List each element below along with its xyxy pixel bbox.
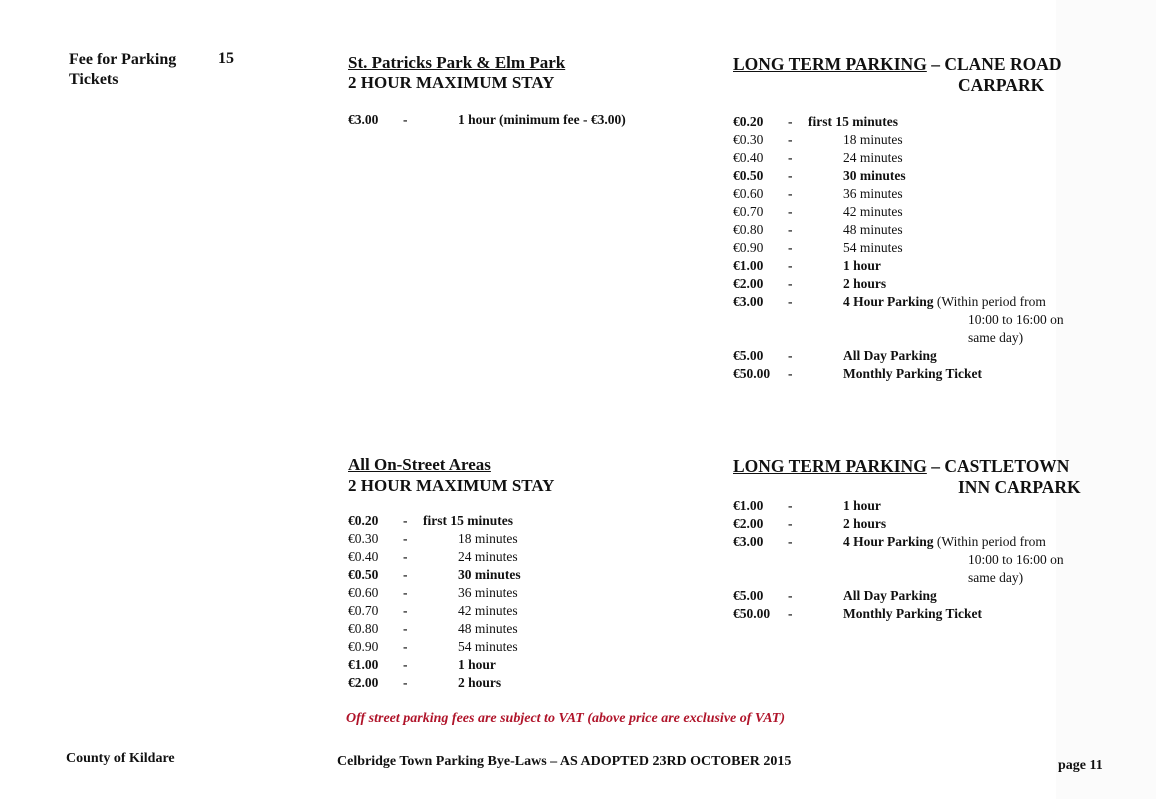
price-row: [348, 548, 728, 566]
price: €0.90: [733, 240, 764, 255]
dash: -: [788, 258, 793, 273]
price-row: [733, 239, 1113, 257]
price-row: [733, 131, 1113, 149]
price-row: [733, 515, 1113, 533]
description: 36 minutes: [843, 186, 903, 201]
dash: -: [788, 150, 793, 165]
dash: -: [403, 585, 408, 600]
dash: -: [403, 603, 408, 618]
price: €0.80: [348, 621, 379, 636]
dash: -: [403, 675, 408, 690]
dash: -: [403, 621, 408, 636]
price-row: [733, 605, 1113, 623]
description: 42 minutes: [843, 204, 903, 219]
castletown-title-line2: INN CARPARK: [958, 477, 1081, 497]
description: first 15 minutes: [808, 114, 898, 129]
price: €2.00: [733, 276, 764, 291]
description: 1 hour: [458, 657, 496, 672]
price: €50.00: [733, 366, 771, 381]
price-row: [733, 347, 1113, 365]
description: 24 minutes: [843, 150, 903, 165]
dash: -: [788, 222, 793, 237]
dash: -: [788, 534, 793, 549]
price: €5.00: [733, 348, 764, 363]
fee-label-line1: Fee for Parking: [69, 51, 177, 68]
price: €0.50: [348, 567, 379, 582]
price-row: [733, 113, 1113, 131]
price-row: [348, 512, 728, 530]
description: 1 hour: [843, 258, 881, 273]
clane-title-underlined: LONG TERM PARKING: [733, 54, 927, 74]
price-row: [733, 203, 1113, 221]
dash: -: [788, 294, 793, 309]
description: 24 minutes: [458, 549, 518, 564]
price-row: [733, 149, 1113, 167]
price: €0.40: [733, 150, 764, 165]
dash: -: [788, 366, 793, 381]
price: €1.00: [733, 258, 764, 273]
description: 54 minutes: [843, 240, 903, 255]
stpatricks-subtitle: 2 HOUR MAXIMUM STAY: [348, 73, 555, 92]
price: €0.30: [348, 531, 379, 546]
description: 54 minutes: [458, 639, 518, 654]
castletown-heading: [733, 456, 1093, 498]
description-continued: same day): [968, 330, 1024, 345]
price-row: [733, 221, 1113, 239]
price-row: [348, 638, 728, 656]
description: 2 hours: [843, 516, 887, 531]
price: €0.60: [348, 585, 379, 600]
price: €1.00: [348, 657, 379, 672]
clane-title-line2: CARPARK: [958, 75, 1045, 95]
section-number: 15: [218, 50, 234, 67]
onstreet-title: All On-Street Areas: [348, 455, 491, 474]
price: €0.90: [348, 639, 379, 654]
castletown-title-underlined: LONG TERM PARKING: [733, 456, 927, 476]
price: €0.70: [733, 204, 764, 219]
dash: -: [788, 240, 793, 255]
price-row: [733, 275, 1113, 293]
description: Monthly Parking Ticket: [843, 606, 983, 621]
dash: -: [403, 639, 408, 654]
price-row: [348, 566, 728, 584]
clane-heading: [733, 54, 1093, 96]
price-row: [733, 533, 1113, 551]
description: 36 minutes: [458, 585, 518, 600]
description: Monthly Parking Ticket: [843, 366, 983, 381]
price: €1.00: [733, 498, 764, 513]
price-row: [733, 167, 1113, 185]
fee-label: [69, 50, 176, 90]
description-continued: 10:00 to 16:00 on: [968, 312, 1064, 327]
price-row: [348, 656, 728, 674]
price: €0.30: [733, 132, 764, 147]
description: 1 hour (minimum fee - €3.00): [458, 112, 626, 127]
description: 48 minutes: [458, 621, 518, 636]
onstreet-subtitle: 2 HOUR MAXIMUM STAY: [348, 476, 555, 495]
description: 48 minutes: [843, 222, 903, 237]
fee-label-line2: Tickets: [69, 71, 119, 88]
dash: -: [788, 114, 793, 129]
dash: -: [403, 549, 408, 564]
price-row: [733, 293, 1113, 311]
dash: -: [788, 606, 793, 621]
dash: -: [788, 588, 793, 603]
dash: -: [403, 513, 408, 528]
dash: -: [788, 186, 793, 201]
price-row: [348, 620, 728, 638]
price: €5.00: [733, 588, 764, 603]
dash: -: [788, 498, 793, 513]
stpatricks-title: St. Patricks Park & Elm Park: [348, 53, 566, 72]
price-row: [733, 257, 1113, 275]
price-row: [348, 530, 728, 548]
description: 18 minutes: [843, 132, 903, 147]
description-continued: 10:00 to 16:00 on: [968, 552, 1064, 567]
dash: -: [788, 516, 793, 531]
price: €0.50: [733, 168, 764, 183]
description: 4 Hour Parking (Within period from: [843, 534, 1046, 549]
description: 42 minutes: [458, 603, 518, 618]
price: €50.00: [733, 606, 771, 621]
price-row: [733, 587, 1113, 605]
description: 30 minutes: [458, 567, 521, 582]
description: 4 Hour Parking (Within period from: [843, 294, 1046, 309]
price-row: [733, 185, 1113, 203]
price: €2.00: [348, 675, 379, 690]
description: All Day Parking: [843, 588, 937, 603]
price-row: [348, 674, 728, 692]
description: 2 hours: [843, 276, 887, 291]
footer-center: Celbridge Town Parking Bye-Laws – AS ADOPTED 23RD OCTOBER 2015: [337, 754, 792, 769]
price: €0.20: [733, 114, 764, 129]
dash: -: [403, 567, 408, 582]
vat-note: Off street parking fees are subject to VAT (above price are exclusive of VAT): [346, 711, 785, 726]
footer-left: County of Kildare: [66, 751, 175, 766]
castletown-title-rest: – CASTLETOWN: [931, 456, 1070, 476]
dash: -: [788, 204, 793, 219]
price-row: [348, 602, 728, 620]
description: 18 minutes: [458, 531, 518, 546]
dash: -: [788, 276, 793, 291]
price: €0.80: [733, 222, 764, 237]
price: €3.00: [733, 294, 764, 309]
dash: -: [788, 132, 793, 147]
dash: -: [788, 348, 793, 363]
price: €3.00: [348, 112, 379, 127]
price-row: [733, 365, 1113, 383]
stpatricks-heading: [348, 53, 565, 93]
price-row: [348, 584, 728, 602]
dash: -: [403, 531, 408, 546]
price-row: [733, 497, 1113, 515]
price: €2.00: [733, 516, 764, 531]
price: €0.60: [733, 186, 764, 201]
dash: -: [788, 168, 793, 183]
dash: -: [403, 112, 408, 127]
onstreet-heading: [348, 454, 554, 496]
description: 30 minutes: [843, 168, 906, 183]
dash: -: [403, 657, 408, 672]
price: €0.40: [348, 549, 379, 564]
price: €0.70: [348, 603, 379, 618]
stpatricks-row: [348, 111, 728, 129]
description: 2 hours: [458, 675, 502, 690]
footer-page-number: page 11: [1058, 758, 1103, 773]
price: €0.20: [348, 513, 379, 528]
description-continued: same day): [968, 570, 1024, 585]
description: first 15 minutes: [423, 513, 513, 528]
description: 1 hour: [843, 498, 881, 513]
price: €3.00: [733, 534, 764, 549]
description: All Day Parking: [843, 348, 937, 363]
clane-title-rest: – CLANE ROAD: [931, 54, 1062, 74]
